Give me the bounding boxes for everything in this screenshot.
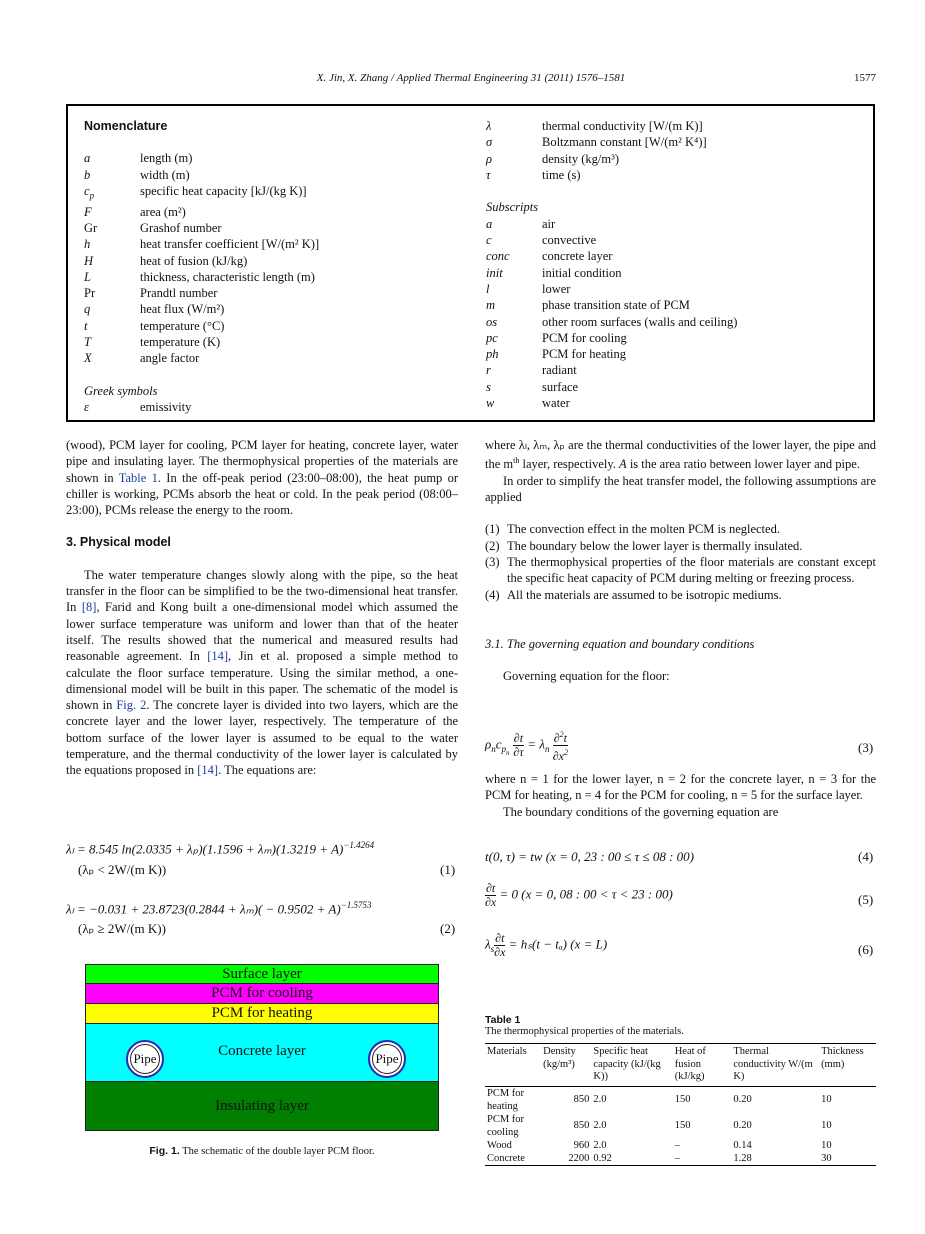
properties-table (485, 1043, 876, 1166)
subscript-symbol: s (486, 379, 491, 394)
nomenclature-description: Prandtl number (140, 286, 218, 301)
table-cell: 2200 (568, 1152, 590, 1164)
nomenclature-row (84, 204, 484, 220)
assumptions-intro: In order to simplify the heat transfer model, the following assumptions are applied (485, 473, 876, 505)
left-column-text (66, 437, 458, 779)
nomenclature-greek-row (486, 167, 866, 183)
table-header-cell: Specific heat capacity (kJ/(kg K)) (593, 1046, 661, 1082)
surface-layer: Surface layer (85, 964, 439, 984)
nomenclature-greek-description: thermal conductivity [W/(m K)] (542, 119, 703, 133)
right-column-text (485, 437, 876, 684)
figure-1-caption: Fig. 1. The schematic of the double layer PCM floor. (149, 1145, 375, 1157)
table-title: Table 1 (485, 1014, 521, 1026)
nomenclature-greek-symbol: σ (486, 135, 493, 150)
assumption-number: (1) (485, 522, 500, 537)
subscript-row (486, 265, 866, 281)
subscript-description: radiant (542, 363, 577, 378)
assumption-number: (4) (485, 587, 500, 602)
governing-equation-intro: Governing equation for the floor: (503, 669, 670, 684)
nomenclature-row (84, 350, 484, 366)
table-cell: PCM for cooling (487, 1113, 525, 1138)
nomenclature-row (84, 220, 484, 236)
intro-paragraph: (wood), PCM layer for cooling, PCM layer for heating, concrete layer, water pipe and insulating layer. The thermophysical properties of the materials are shown in Table 1. In the off-peak period (23:00–08:00), the heat pump or chiller is working, PCMs absorb the heat or cold. In the peak period (08:00–23:00), PCMs release the energy to the room. (66, 438, 458, 518)
nomenclature-symbol: F (84, 204, 92, 219)
fig2-link[interactable]: Fig. 2 (116, 698, 147, 713)
subscript-row (486, 216, 866, 232)
table-cell: 10 (821, 1094, 832, 1105)
pipe-right-label: Pipe (375, 1051, 399, 1066)
table-cell: 2.0 (593, 1094, 607, 1105)
subscript-row (486, 330, 866, 346)
physical-model-paragraph: The water temperature changes slowly along with the pipe, so the heat transfer in the floor can be simplified to be the two-dimensional heat transfer. In [8], Farid and Kong built a one-dimensional model which assumed the lower surface temperature was uniform and lower than that of the heater itself. The results showed that the numerical and measured results had reasonable agreement. In [14], Jin et al. proposed a simple method to calculate the floor surface temperature. Using the similar method, a one-dimensional model will be built in this paper. The schematic of the model is shown in Fig. 2. The concrete layer is divided into two layers, which are the concrete layer and the lower layer, respectively. The temperature of the bottom surface of the lower layer is assumed to be equal to the water temperature, and the thermal conductivity of the lower layer is calculated by the equations proposed in [14]. The equations are: (66, 567, 458, 778)
pipe-left-icon (126, 1040, 164, 1078)
equation-3-number: (3) (858, 740, 874, 755)
nomenclature-greek-symbol: λ (486, 119, 492, 133)
subscript-row (486, 362, 866, 378)
subscript-symbol: pc (486, 330, 498, 345)
nomenclature-symbol: h (84, 237, 91, 252)
equation-3: $\rho_nc_{p_n}$ $\frac{\partial t}{\partial\tau}$ = $\lambda_n$ $\frac{\partial^2t}{\partial x^2}$ (485, 730, 568, 763)
equation-1-number: (1) (440, 862, 456, 877)
nomenclature-row (84, 318, 484, 334)
nomenclature-left-column (84, 118, 484, 416)
equation-2: $\lambda_l = -0.031 + 23.8723(0.2844 + \lambda_m)( - 0.9502 + A)^{-1.5753}$ (66, 900, 372, 917)
nomenclature-greek-description: time (s) (542, 167, 581, 182)
nomenclature-row (84, 301, 484, 317)
nomenclature-description: heat of fusion (kJ/kg) (140, 253, 248, 268)
greek-symbol-description: emissivity (140, 400, 192, 415)
subscript-description: phase transition state of PCM (542, 298, 690, 313)
table-subtitle: The thermophysical properties of the materials. (485, 1026, 684, 1037)
nomenclature-symbol: H (84, 253, 94, 268)
subscript-row (486, 314, 866, 330)
equation-6-number: (6) (858, 942, 874, 957)
table-cell: 2.0 (593, 1120, 607, 1131)
table-header-cell: Density (kg/m³) (543, 1046, 576, 1070)
subscript-row (486, 395, 866, 411)
equation-1-condition: (λₚ < 2W/(m K)) (78, 862, 167, 877)
nomenclature-symbol: Pr (84, 286, 96, 301)
table-cell: 0.20 (733, 1094, 752, 1105)
pipe-right-icon (368, 1040, 406, 1078)
subscript-description: PCM for cooling (542, 330, 627, 345)
subscript-description: PCM for heating (542, 347, 627, 362)
nomenclature-row (84, 334, 484, 350)
nomenclature-greek-row (486, 151, 866, 167)
table-row (485, 1152, 876, 1166)
table-cell: 150 (674, 1120, 691, 1131)
table1-link[interactable]: Table 1 (118, 470, 158, 485)
table-cell: 0.14 (733, 1139, 752, 1151)
nomenclature-symbol: $c_p$ (84, 183, 95, 201)
running-head: X. Jin, X. Zhang / Applied Thermal Engineering 31 (2011) 1576–1581 (316, 72, 626, 84)
nomenclature-greek-row (486, 118, 866, 134)
nomenclature-symbol: t (84, 318, 88, 333)
subscript-symbol: conc (486, 249, 510, 264)
assumption-item (485, 554, 876, 587)
table-cell: 10 (821, 1139, 832, 1151)
page-header (66, 72, 876, 84)
section-title: 3. Physical model (66, 535, 171, 550)
concrete-layer (85, 1024, 439, 1082)
subscript-row (486, 346, 866, 362)
table-header-cell: Thermal conductivity W/(m K) (733, 1046, 813, 1082)
conductivity-paragraph: where λₗ, λₘ, λₚ are the thermal conductivities of the lower layer, the pipe and the $m^{th}$ layer, respectively. A is the area ratio between lower layer and pipe. (485, 438, 876, 472)
subscript-symbol: os (486, 314, 498, 329)
table-cell: 850 (573, 1094, 590, 1105)
nomenclature-greek-symbol: τ (486, 167, 491, 182)
table-header-cell: Heat of fusion (kJ/kg) (674, 1046, 706, 1082)
subscript-symbol: a (486, 216, 493, 231)
ref-8-link[interactable]: [8] (81, 600, 97, 615)
pcm-heating-layer: PCM for heating (85, 1004, 439, 1024)
equation-6: $\lambda_s$ $\frac{\partial t}{\partial x}$ = hₛ(t − tₐ) (x = L) (485, 931, 608, 959)
assumption-number: (3) (485, 554, 500, 569)
nomenclature-row (84, 285, 484, 301)
nomenclature-greek-description: Boltzmann constant [W/(m² K⁴)] (542, 135, 707, 150)
nomenclature-row (84, 183, 484, 204)
nomenclature-description: width (m) (140, 167, 190, 182)
nomenclature-row (84, 236, 484, 252)
table-cell: Concrete (487, 1152, 525, 1164)
subscript-symbol: ph (486, 347, 499, 362)
assumption-number: (2) (485, 538, 500, 553)
greek-symbols-title: Greek symbols (84, 383, 158, 398)
nomenclature-description: specific heat capacity [kJ/(kg K)] (140, 183, 307, 198)
equation-4-number: (4) (858, 849, 874, 864)
subscripts-title: Subscripts (486, 200, 539, 215)
nomenclature-greek-row (486, 134, 866, 150)
nomenclature-title: Nomenclature (84, 119, 168, 133)
subscript-description: initial condition (542, 265, 622, 280)
equation-1: λₗ = 8.545 $\ln(2.0335 + \lambda_p)(1.1596 + \lambda_m)(1.3219 + A)^{-1.4264}$ (66, 840, 375, 857)
right-column-text-2 (485, 771, 876, 820)
subscript-symbol: r (486, 363, 491, 378)
table-cell: 850 (573, 1120, 590, 1131)
table-cell: 0.92 (593, 1152, 612, 1164)
equation-5-number: (5) (858, 892, 874, 907)
subscript-row (486, 232, 866, 248)
subscript-symbol: c (486, 233, 492, 248)
nomenclature-row (84, 269, 484, 285)
nomenclature-description: heat transfer coefficient [W/(m² K)] (140, 237, 320, 252)
pcm-cooling-layer: PCM for cooling (85, 984, 439, 1004)
table-cell: 0.20 (733, 1120, 752, 1131)
nomenclature-right-column (486, 118, 866, 411)
table-cell: 30 (821, 1152, 832, 1164)
subscript-symbol: l (486, 281, 490, 296)
nomenclature-row (84, 150, 484, 166)
nomenclature-greek-symbol: ρ (486, 151, 492, 166)
table-header-cell: Thickness (mm) (821, 1046, 864, 1070)
nomenclature-description: length (m) (140, 151, 193, 166)
table-cell: – (674, 1152, 680, 1164)
greek-symbol-row (84, 399, 484, 415)
subscript-row (486, 248, 866, 264)
insulating-layer: Insulating layer (85, 1082, 439, 1131)
table-cell: 960 (573, 1139, 590, 1151)
subscript-description: other room surfaces (walls and ceiling) (542, 314, 738, 329)
subscript-row (486, 281, 866, 297)
greek-symbol-symbol: ε (84, 400, 89, 415)
nomenclature-row (84, 167, 484, 183)
assumption-text: The thermophysical properties of the floor materials are constant except the specific heat capacity of PCM during melting or freezing process. (507, 554, 876, 586)
nomenclature-symbol: T (84, 335, 91, 350)
nomenclature-description: heat flux (W/m²) (140, 302, 225, 317)
subscript-description: concrete layer (542, 249, 613, 264)
subscript-description: surface (542, 379, 579, 394)
assumption-item (485, 521, 876, 537)
subscript-symbol: m (486, 298, 496, 313)
subscript-row (486, 297, 866, 313)
table-cell: PCM for heating (487, 1087, 525, 1112)
nomenclature-symbol: X (84, 351, 92, 366)
nomenclature-description: Grashof number (140, 220, 222, 235)
table-cell: 10 (821, 1120, 832, 1131)
table-row (485, 1139, 876, 1152)
subscript-description: lower (542, 281, 571, 296)
boundary-conditions-intro: The boundary conditions of the governing equation are (503, 804, 779, 819)
table-cell: Wood (487, 1139, 512, 1151)
assumption-text: All the materials are assumed to be isotropic mediums. (507, 587, 782, 602)
ref-14b-link[interactable]: [14] (197, 763, 219, 778)
subscript-symbol: w (486, 396, 495, 411)
equation-5: $\frac{\partial t}{\partial x}$ = 0 (x = 0, 08 : 00 < τ < 23 : 00) (485, 881, 673, 909)
ref-14-link[interactable]: [14] (207, 649, 229, 664)
table-cell: 1.28 (733, 1152, 752, 1164)
nomenclature-box (66, 104, 875, 422)
subscript-row (486, 379, 866, 395)
assumption-item (485, 538, 876, 554)
subscript-symbol: init (486, 265, 503, 280)
nomenclature-description: thickness, characteristic length (m) (140, 269, 315, 284)
subscript-description: air (542, 216, 556, 231)
nomenclature-description: area (m²) (140, 204, 186, 219)
nomenclature-greek-description: density (kg/m³) (542, 151, 620, 166)
assumption-text: The convection effect in the molten PCM is neglected. (507, 522, 780, 537)
layer-index-paragraph: where n = 1 for the lower layer, n = 2 for the concrete layer, n = 3 for the PCM for heating, n = 4 for the PCM for cooling, n = 5 for the surface layer. (485, 772, 876, 803)
nomenclature-symbol: a (84, 151, 91, 166)
table-cell: 2.0 (593, 1139, 607, 1151)
table-cell: 150 (674, 1094, 691, 1105)
nomenclature-description: angle factor (140, 351, 200, 366)
equation-4: t(0, τ) = tw (x = 0, 23 : 00 ≤ τ ≤ 08 : 00) (485, 849, 695, 864)
table-1 (485, 1014, 876, 1166)
table-row (485, 1113, 876, 1139)
concrete-layer-label: Concrete layer (218, 1043, 306, 1059)
nomenclature-description: temperature (°C) (140, 318, 225, 333)
nomenclature-description: temperature (K) (140, 335, 221, 350)
subscript-description: convective (542, 233, 597, 248)
subscript-description: water (542, 396, 570, 411)
table-header-cell: Materials (487, 1046, 527, 1057)
equation-2-number: (2) (440, 921, 456, 936)
table-cell: – (674, 1139, 680, 1151)
table-row (485, 1086, 876, 1113)
assumption-text: The boundary below the lower layer is thermally insulated. (507, 538, 803, 553)
nomenclature-row (84, 253, 484, 269)
pipe-left-label: Pipe (133, 1051, 157, 1066)
assumption-item (485, 587, 876, 603)
nomenclature-symbol: L (84, 269, 91, 284)
nomenclature-symbol: b (84, 167, 91, 182)
nomenclature-symbol: Gr (84, 220, 98, 235)
page-number: 1577 (854, 72, 876, 84)
figure-1-schematic (85, 964, 439, 1131)
subsection-title: 3.1. The governing equation and boundary conditions (485, 636, 755, 651)
equation-2-condition: (λₚ ≥ 2W/(m K)) (78, 921, 166, 936)
assumptions-list (485, 521, 876, 602)
nomenclature-symbol: q (84, 302, 91, 317)
